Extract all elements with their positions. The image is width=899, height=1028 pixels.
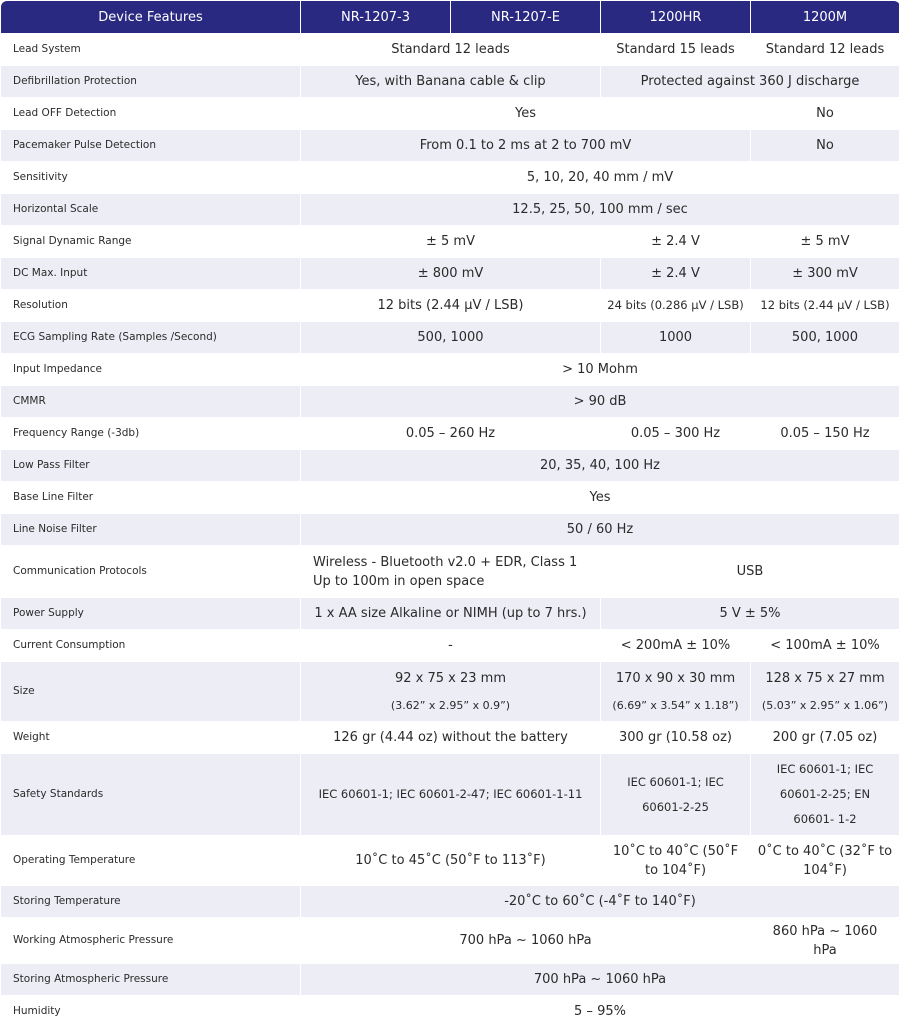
table-row	[1, 754, 899, 836]
spec-value-cell	[301, 98, 751, 130]
feature-label: Signal Dynamic Range	[1, 226, 301, 258]
spec-value-cell	[751, 98, 899, 130]
spec-value-line: IEC 60601-1; IEC	[757, 760, 893, 779]
spec-value-line: > 90 dB	[307, 392, 893, 411]
table-row	[1, 290, 899, 322]
table-row	[1, 418, 899, 450]
spec-value-line: to 104˚F)	[607, 861, 744, 880]
spec-value-line: 5, 10, 20, 40 mm / mV	[307, 168, 893, 187]
spec-value-line: 0.05 – 150 Hz	[757, 424, 893, 443]
spec-value-cell	[601, 66, 899, 98]
table-row	[1, 162, 899, 194]
header-row	[1, 1, 899, 34]
spec-value-cell	[301, 66, 601, 98]
feature-label: Power Supply	[1, 598, 301, 630]
table-row	[1, 598, 899, 630]
spec-value-line: 60601-2-25; EN	[757, 785, 893, 804]
spec-value-line: Yes, with Banana cable & clip	[307, 72, 594, 91]
feature-label: Lead OFF Detection	[1, 98, 301, 130]
spec-value-cell	[601, 662, 751, 722]
spec-value-line: Up to 100m in open space	[313, 572, 594, 591]
spec-value-cell	[751, 226, 899, 258]
spec-value-cell	[301, 886, 899, 918]
feature-label: Lead System	[1, 34, 301, 66]
spec-value-cell	[301, 662, 601, 722]
spec-value-cell	[751, 130, 899, 162]
spec-value-cell	[301, 258, 601, 290]
spec-value-cell	[301, 754, 601, 836]
spec-value-cell	[751, 662, 899, 722]
spec-value-cell	[751, 630, 899, 662]
feature-label: Defibrillation Protection	[1, 66, 301, 98]
spec-value-line: 12 bits (2.44 µV / LSB)	[757, 296, 893, 315]
line-gap	[607, 688, 744, 696]
spec-value-line: IEC 60601-1; IEC 60601-2-47; IEC 60601-1-11	[307, 785, 594, 804]
spec-value-cell	[601, 546, 899, 598]
spec-value-cell	[751, 754, 899, 836]
table-row	[1, 514, 899, 546]
spec-value-line: 12 bits (2.44 µV / LSB)	[307, 296, 594, 315]
spec-value-cell	[601, 258, 751, 290]
feature-label: Pacemaker Pulse Detection	[1, 130, 301, 162]
feature-label: Working Atmospheric Pressure	[1, 918, 301, 964]
spec-value-cell	[301, 630, 601, 662]
spec-value-line: ± 800 mV	[307, 264, 594, 283]
spec-value-cell	[301, 226, 601, 258]
spec-value-line: ± 2.4 V	[607, 264, 744, 283]
table-row	[1, 386, 899, 418]
table-row	[1, 662, 899, 722]
table-row	[1, 66, 899, 98]
spec-value-cell	[301, 918, 751, 964]
spec-value-line: USB	[607, 562, 893, 581]
table-row	[1, 836, 899, 886]
spec-value-line: ± 5 mV	[307, 232, 594, 251]
spec-value-line: 0.05 – 260 Hz	[307, 424, 594, 443]
feature-label: Storing Temperature	[1, 886, 301, 918]
spec-value-line: 126 gr (4.44 oz) without the battery	[307, 728, 594, 747]
table-row	[1, 630, 899, 662]
spec-value-cell	[601, 290, 751, 322]
table-row	[1, 482, 899, 514]
spec-value-cell	[601, 418, 751, 450]
feature-label: Safety Standards	[1, 754, 301, 836]
spec-value-cell	[301, 514, 899, 546]
feature-label: Storing Atmospheric Pressure	[1, 964, 301, 996]
spec-value-line: 300 gr (10.58 oz)	[607, 728, 744, 747]
spec-value-cell	[601, 598, 899, 630]
header-nr-1207-3: NR-1207-3	[301, 1, 451, 34]
spec-value-cell	[301, 130, 751, 162]
spec-value-line: Standard 12 leads	[757, 40, 893, 59]
spec-value-line: 0.05 – 300 Hz	[607, 424, 744, 443]
spec-value-cell	[601, 722, 751, 754]
feature-label: Weight	[1, 722, 301, 754]
spec-value-line: Standard 15 leads	[607, 40, 744, 59]
spec-value-line: < 200mA ± 10%	[607, 636, 744, 655]
spec-value-line: 10˚C to 40˚C (50˚F	[607, 842, 744, 861]
feature-label: Communication Protocols	[1, 546, 301, 598]
feature-label: Humidity	[1, 996, 301, 1028]
spec-value-cell	[601, 322, 751, 354]
spec-value-line: 24 bits (0.286 µV / LSB)	[607, 296, 744, 315]
spec-value-line: 60601- 1-2	[757, 810, 893, 829]
spec-value-line: 500, 1000	[757, 328, 893, 347]
spec-value-cell	[301, 290, 601, 322]
spec-value-line: 20, 35, 40, 100 Hz	[307, 456, 893, 475]
spec-value-cell	[301, 450, 899, 482]
feature-label: Input Impedance	[1, 354, 301, 386]
spec-value-cell	[601, 630, 751, 662]
spec-value-cell	[301, 194, 899, 226]
spec-value-line: 700 hPa ~ 1060 hPa	[307, 970, 893, 989]
spec-value-subline: (6.69” x 3.54” x 1.18”)	[607, 696, 744, 715]
feature-label: Sensitivity	[1, 162, 301, 194]
spec-value-line: No	[757, 136, 893, 155]
spec-value-line: -	[307, 636, 594, 655]
spec-value-cell	[301, 322, 601, 354]
spec-value-line: -20˚C to 60˚C (-4˚F to 140˚F)	[307, 892, 893, 911]
spec-value-line: Yes	[307, 488, 893, 507]
feature-label: Current Consumption	[1, 630, 301, 662]
header-nr-1207-e: NR-1207-E	[451, 1, 601, 34]
spec-value-cell	[301, 418, 601, 450]
spec-value-cell	[751, 322, 899, 354]
spec-value-line: 1 x AA size Alkaline or NIMH (up to 7 hrs.)	[307, 604, 594, 623]
spec-value-line: IEC 60601-1; IEC	[607, 773, 744, 792]
feature-label: Low Pass Filter	[1, 450, 301, 482]
spec-value-line: 5 – 95%	[307, 1002, 893, 1021]
spec-value-line: Wireless - Bluetooth v2.0 + EDR, Class 1	[313, 553, 594, 572]
spec-value-line: 92 x 75 x 23 mm	[307, 669, 594, 688]
spec-value-cell	[301, 34, 601, 66]
spec-value-cell	[751, 836, 899, 886]
spec-value-line: Yes	[307, 104, 744, 123]
spec-value-line: > 10 Mohm	[307, 360, 893, 379]
spec-value-cell	[301, 836, 601, 886]
table-row	[1, 34, 899, 66]
spec-value-line: Standard 12 leads	[307, 40, 594, 59]
feature-label: Operating Temperature	[1, 836, 301, 886]
feature-label: DC Max. Input	[1, 258, 301, 290]
spec-value-line: 500, 1000	[307, 328, 594, 347]
line-gap	[757, 688, 893, 696]
spec-value-cell	[301, 722, 601, 754]
spec-value-line: 50 / 60 Hz	[307, 520, 893, 539]
table-row	[1, 996, 899, 1028]
table-row	[1, 964, 899, 996]
spec-value-cell	[601, 226, 751, 258]
spec-value-cell	[751, 918, 899, 964]
spec-value-subline: (5.03” x 2.95” x 1.06”)	[757, 696, 893, 715]
table-row	[1, 354, 899, 386]
spec-value-subline: (3.62” x 2.95” x 0.9”)	[307, 696, 594, 715]
spec-value-line: ± 2.4 V	[607, 232, 744, 251]
spec-value-line: 700 hPa ~ 1060 hPa	[307, 931, 744, 950]
spec-value-line: 128 x 75 x 27 mm	[757, 669, 893, 688]
spec-value-line: 200 gr (7.05 oz)	[757, 728, 893, 747]
table-row	[1, 130, 899, 162]
spec-value-line: 12.5, 25, 50, 100 mm / sec	[307, 200, 893, 219]
table-row	[1, 546, 899, 598]
spec-value-line: ± 5 mV	[757, 232, 893, 251]
spec-value-cell	[751, 290, 899, 322]
feature-label: CMMR	[1, 386, 301, 418]
table-row	[1, 322, 899, 354]
feature-label: Line Noise Filter	[1, 514, 301, 546]
table-row	[1, 918, 899, 964]
spec-value-cell	[301, 996, 899, 1028]
spec-value-cell	[601, 754, 751, 836]
feature-label: Base Line Filter	[1, 482, 301, 514]
spec-value-line: 60601-2-25	[607, 798, 744, 817]
spec-value-line: No	[757, 104, 893, 123]
spec-value-cell	[301, 162, 899, 194]
header-1200m: 1200M	[751, 1, 899, 34]
spec-value-line: 1000	[607, 328, 744, 347]
spec-value-cell	[301, 482, 899, 514]
spec-value-cell	[751, 258, 899, 290]
header-device-features: Device Features	[1, 1, 301, 34]
line-gap	[307, 688, 594, 696]
spec-value-line: 104˚F)	[757, 861, 893, 880]
table-row	[1, 722, 899, 754]
table-row	[1, 258, 899, 290]
spec-value-cell	[301, 964, 899, 996]
spec-value-cell	[301, 546, 601, 598]
table-row	[1, 194, 899, 226]
feature-label: Resolution	[1, 290, 301, 322]
spec-value-line: ± 300 mV	[757, 264, 893, 283]
table-body	[1, 34, 899, 1028]
table-row	[1, 98, 899, 130]
spec-value-cell	[601, 836, 751, 886]
spec-value-line: 860 hPa ~ 1060	[757, 922, 893, 941]
spec-value-line: 10˚C to 45˚C (50˚F to 113˚F)	[307, 851, 594, 870]
spec-value-line: hPa	[757, 941, 893, 960]
spec-value-cell	[301, 354, 899, 386]
spec-value-line: < 100mA ± 10%	[757, 636, 893, 655]
spec-value-line: 170 x 90 x 30 mm	[607, 669, 744, 688]
spec-value-cell	[601, 34, 751, 66]
spec-value-line: Protected against 360 J discharge	[607, 72, 893, 91]
spec-value-line: From 0.1 to 2 ms at 2 to 700 mV	[307, 136, 744, 155]
spec-value-cell	[751, 722, 899, 754]
spec-value-cell	[751, 34, 899, 66]
feature-label: Frequency Range (-3db)	[1, 418, 301, 450]
feature-label: ECG Sampling Rate (Samples /Second)	[1, 322, 301, 354]
spec-value-line: 5 V ± 5%	[607, 604, 893, 623]
spec-value-cell	[301, 598, 601, 630]
feature-label: Size	[1, 662, 301, 722]
spec-value-line: 0˚C to 40˚C (32˚F to	[757, 842, 893, 861]
table-row	[1, 226, 899, 258]
spec-value-cell	[301, 386, 899, 418]
header-1200hr: 1200HR	[601, 1, 751, 34]
table-row	[1, 450, 899, 482]
table-header	[1, 1, 899, 34]
feature-label: Horizontal Scale	[1, 194, 301, 226]
table-row	[1, 886, 899, 918]
spec-value-cell	[751, 418, 899, 450]
